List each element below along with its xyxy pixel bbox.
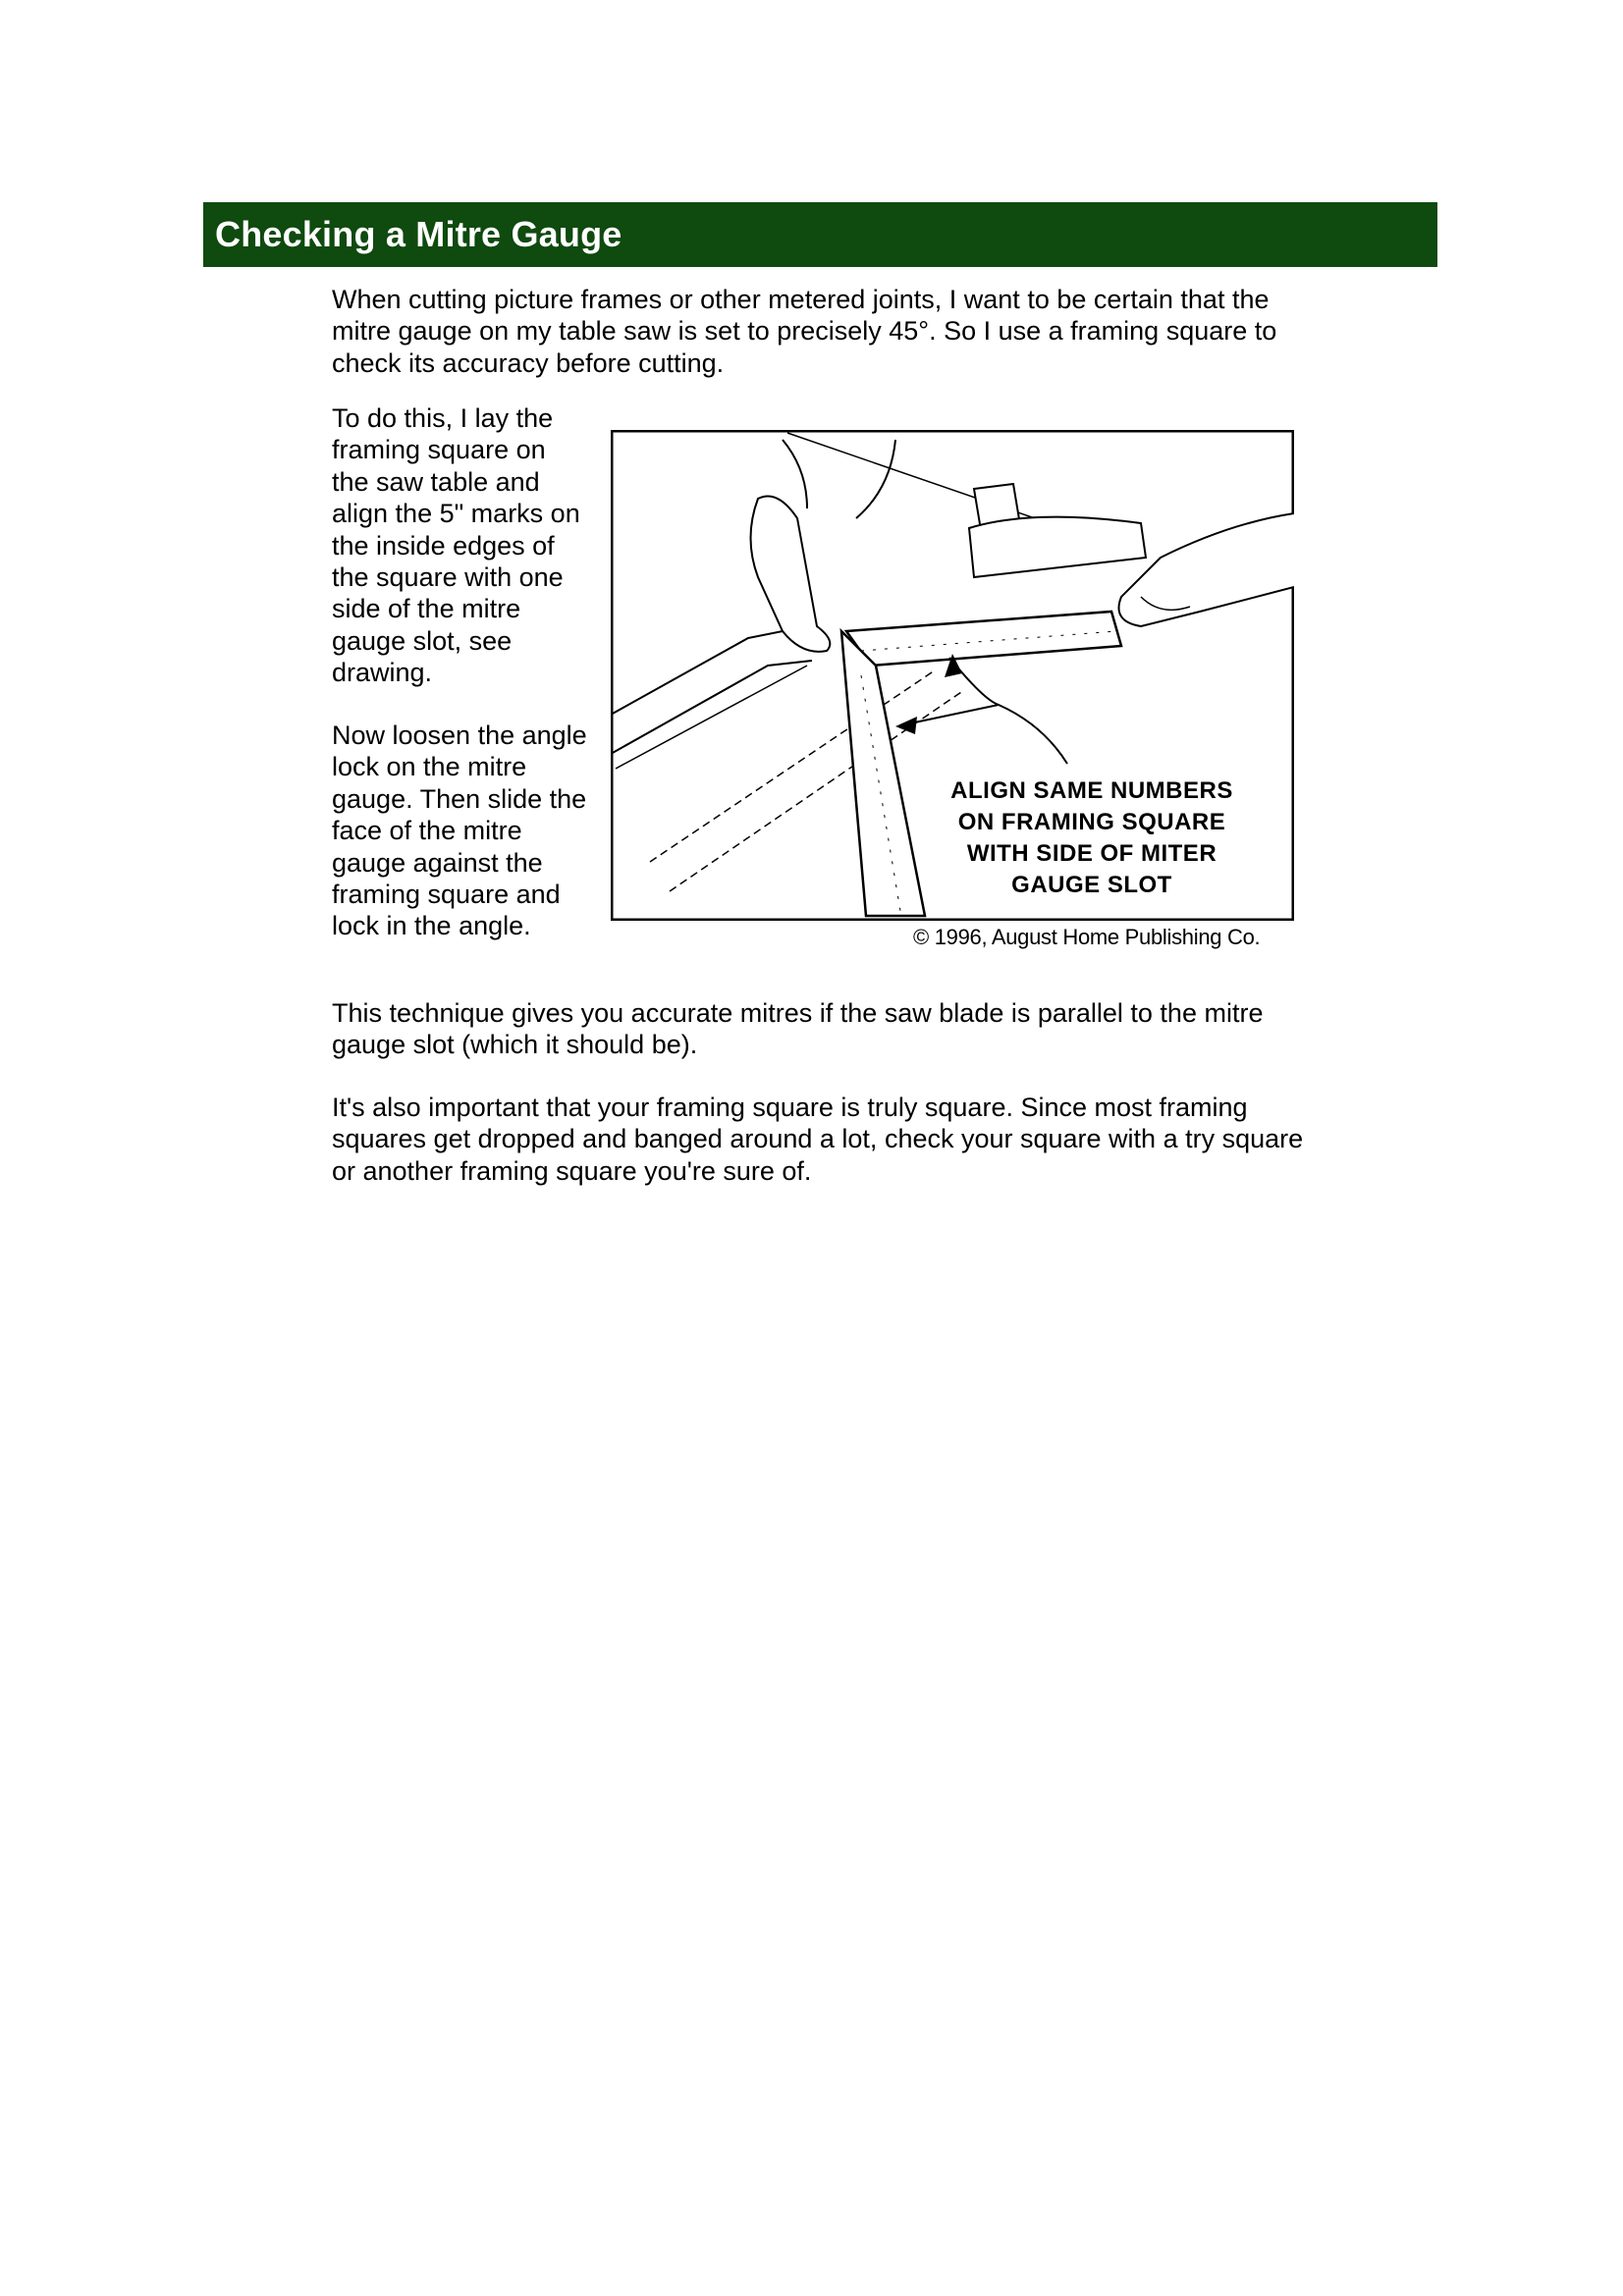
square-paragraph: It's also important that your framing square is truly square. Since most framing squares get dropped and banged around a lot, check your square with a try square or another framing square you're sure of. <box>332 1093 1304 1186</box>
technique-paragraph: This technique gives you accurate mitres if the saw blade is parallel to the mitre gauge slot (which it should be). <box>332 998 1264 1060</box>
intro-paragraph: When cutting picture frames or other metered joints, I want to be certain that the mitre gauge on my table saw is set to precisely 45°. So I use a framing square to check its accuracy before cutting. <box>332 285 1277 378</box>
title-banner <box>203 202 1437 267</box>
page-title: Checking a Mitre Gauge <box>215 214 622 254</box>
figure-credit: © 1996, August Home Publishing Co. <box>913 925 1261 949</box>
step2-paragraph: Now loosen the angle lock on the mitre gauge. Then slide the face of the mitre gauge against the framing square and lock in the angle. <box>332 721 587 941</box>
figure-callout: ALIGN SAME NUMBERS ON FRAMING SQUARE WITH SIDE OF MITER GAUGE SLOT <box>950 777 1233 898</box>
step1-paragraph: To do this, I lay the framing square on the saw table and align the 5" marks on the inside edges of the square with one side of the mitre gauge slot, see drawing. <box>332 403 580 688</box>
mitre-gauge-illustration <box>611 430 1294 921</box>
